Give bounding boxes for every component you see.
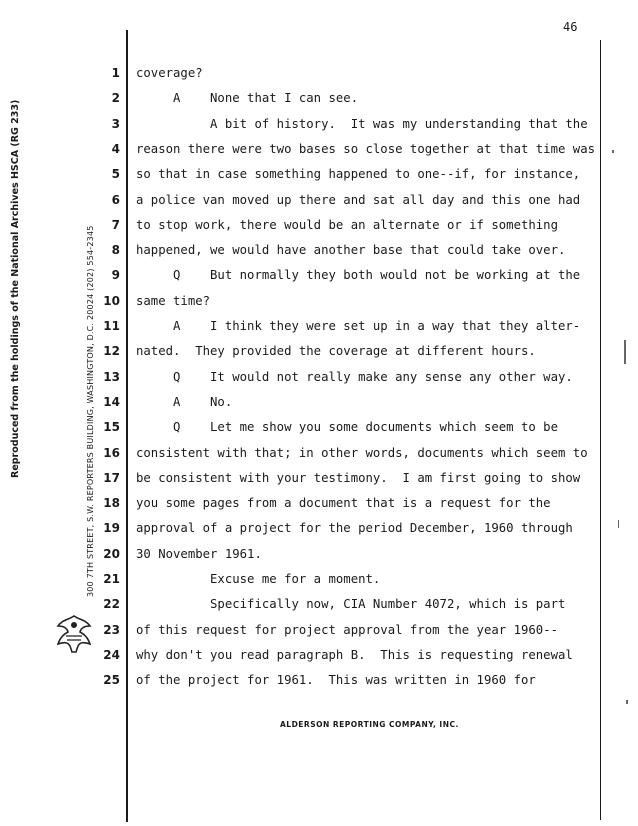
transcript-line: [0, 521, 638, 543]
address-note: 300 7TH STREET, S.W. REPORTERS BUILDING, WASHINGTON, D.C. 20024 (202) 554-2345: [86, 225, 95, 597]
line-text: A No.: [136, 394, 233, 409]
scan-speck: [612, 150, 614, 153]
line-text: same time?: [136, 293, 211, 308]
transcript-line: [0, 344, 638, 366]
line-number: 24: [103, 647, 120, 662]
line-number: 8: [111, 243, 120, 258]
line-text: of the project for 1961. This was written in 1960 for: [136, 673, 536, 688]
transcript-line: [0, 117, 638, 139]
scan-speck: [626, 700, 628, 704]
transcript-line: [0, 420, 638, 442]
line-number: 25: [103, 673, 120, 688]
footer-company: ALDERSON REPORTING COMPANY, INC.: [280, 720, 459, 729]
transcript-line: [0, 648, 638, 670]
line-number: 11: [103, 319, 120, 333]
line-text: happened, we would have another base that could take over.: [136, 243, 566, 258]
line-number: 10: [103, 293, 120, 308]
line-number: 16: [103, 445, 120, 460]
line-number: 6: [111, 192, 120, 207]
line-number: 9: [111, 268, 120, 283]
line-number: 15: [103, 420, 120, 435]
line-text: to stop work, there would be an alternate or if something: [136, 217, 558, 232]
line-number: 2: [111, 91, 120, 106]
transcript-line: [0, 623, 638, 645]
transcript-line: [0, 91, 638, 113]
line-text: nated. They provided the coverage at different hours.: [136, 344, 536, 359]
line-text: a police van moved up there and sat all day and this one had: [136, 192, 581, 207]
transcript-line: [0, 597, 638, 619]
transcript-line: [0, 319, 638, 341]
line-text: Q Let me show you some documents which seem to be: [136, 420, 558, 435]
line-text: you some pages from a document that is a request for the: [136, 496, 551, 511]
transcript-line: [0, 243, 638, 265]
line-text: Q But normally they both would not be working at the: [136, 268, 581, 283]
transcript-line: [0, 673, 638, 695]
transcript-line: [0, 193, 638, 215]
line-text: Q It would not really make any sense any other way.: [136, 369, 573, 384]
line-text: be consistent with your testimony. I am first going to show: [136, 470, 581, 485]
transcript-line: [0, 142, 638, 164]
line-text: of this request for project approval from the year 1960--: [136, 622, 558, 637]
line-number: 12: [103, 344, 120, 359]
archive-note: Reproduced from the holdings of the National Archives HSCA (RG 233): [10, 99, 21, 478]
transcript-line: [0, 268, 638, 290]
line-number: 17: [103, 470, 120, 485]
line-number: 19: [103, 521, 120, 536]
line-text: why don't you read paragraph B. This is requesting renewal: [136, 647, 573, 662]
line-text: coverage?: [136, 66, 203, 80]
line-number: 5: [111, 167, 120, 182]
page-number: 46: [563, 20, 578, 34]
scan-speck: [624, 340, 626, 364]
line-number: 20: [103, 546, 120, 561]
transcript-line: [0, 471, 638, 493]
transcript-line: [0, 572, 638, 594]
scan-speck: [618, 520, 619, 528]
line-text: reason there were two bases so close together at that time was: [136, 141, 596, 156]
line-number: 14: [103, 394, 120, 409]
line-text: consistent with that; in other words, documents which seem to: [136, 445, 588, 460]
line-number: 7: [111, 217, 120, 232]
archives-eagle-seal-icon: [54, 612, 94, 660]
transcript-line: [0, 395, 638, 417]
line-text: A bit of history. It was my understanding that the: [136, 116, 588, 131]
transcript-line: [0, 547, 638, 569]
line-text: 30 November 1961.: [136, 546, 262, 561]
line-text: Specifically now, CIA Number 4072, which is part: [136, 597, 566, 612]
line-text: A None that I can see.: [136, 91, 359, 106]
line-number: 23: [103, 622, 120, 637]
transcript-line: [0, 370, 638, 392]
transcript-line: [0, 66, 638, 88]
line-text: Excuse me for a moment.: [136, 572, 381, 586]
transcript-line: [0, 294, 638, 316]
transcript-line: [0, 167, 638, 189]
line-number: 4: [111, 141, 120, 156]
transcript-line: [0, 496, 638, 518]
line-number: 13: [103, 369, 120, 384]
line-number: 21: [103, 572, 120, 586]
line-number: 3: [111, 116, 120, 131]
transcript-line: [0, 446, 638, 468]
line-text: A I think they were set up in a way that they alter-: [136, 319, 581, 333]
transcript-line: [0, 218, 638, 240]
line-number: 18: [103, 496, 120, 511]
line-text: so that in case something happened to one--if, for instance,: [136, 167, 581, 182]
line-number: 1: [111, 66, 120, 80]
line-number: 22: [103, 597, 120, 612]
line-text: approval of a project for the period December, 1960 through: [136, 521, 573, 536]
